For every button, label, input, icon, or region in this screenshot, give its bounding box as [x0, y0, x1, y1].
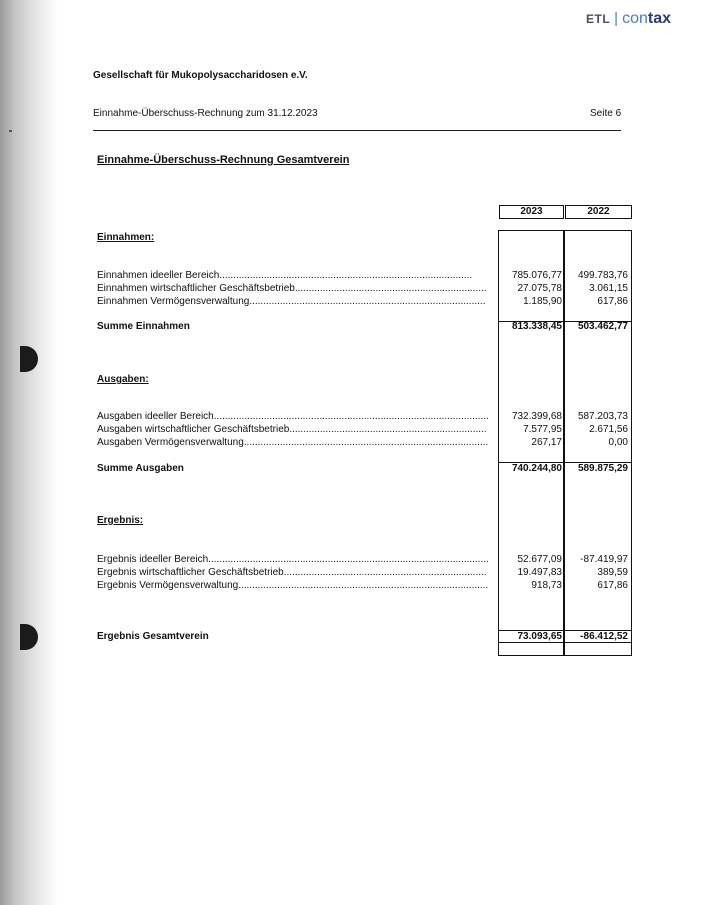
table-row — [97, 283, 630, 295]
row-label: Ausgaben Vermögensverwaltung........................................................................................ — [97, 437, 489, 448]
row-label: Ergebnis Vermögensverwaltung.......................................................................................... — [97, 580, 489, 591]
value-2022: -86.412,52 — [580, 631, 628, 642]
table-row — [97, 580, 630, 592]
sum-row-einnahmen — [97, 321, 630, 333]
sum-row-ausgaben — [97, 463, 630, 475]
value-2022: 499.783,76 — [577, 270, 628, 281]
column-header-2022: 2022 — [565, 205, 632, 219]
scan-shadow — [0, 0, 58, 905]
value-2023: 73.093,65 — [517, 631, 562, 642]
row-label: Summe Einnahmen — [97, 321, 190, 332]
value-2023: 52.677,09 — [517, 554, 562, 565]
value-2022: 3.061,15 — [589, 283, 628, 294]
row-label: Ausgaben wirtschaftlicher Geschäftsbetrieb....................................................................... — [97, 424, 487, 435]
value-2023: 732.399,68 — [511, 411, 562, 422]
row-label: Summe Ausgaben — [97, 463, 184, 474]
value-2022: 587.203,73 — [577, 411, 628, 422]
row-label: Ergebnis ideeller Bereich..................................................................................................... — [97, 554, 489, 565]
etl-contax-logo — [586, 10, 671, 28]
row-label: Einnahmen ideeller Bereich........................................................................................... — [97, 270, 473, 281]
table-row — [97, 554, 630, 566]
row-label: Ergebnis wirtschaftlicher Geschäftsbetrieb......................................................................... — [97, 567, 487, 578]
logo-separator: | — [614, 10, 619, 27]
row-label: Ausgaben ideeller Bereich................................................................................................... — [97, 411, 489, 422]
value-2022: 389,59 — [597, 567, 628, 578]
header-rule — [93, 130, 621, 131]
table-row — [97, 567, 630, 579]
value-2023: 1.185,90 — [523, 296, 562, 307]
value-2023: 267,17 — [531, 437, 562, 448]
value-2022: 617,86 — [597, 296, 628, 307]
value-2022: -87.419,97 — [580, 554, 628, 565]
value-2022: 617,86 — [597, 580, 628, 591]
value-2023: 27.075,78 — [517, 283, 562, 294]
value-2022: 0,00 — [608, 437, 628, 448]
sum-row-ergebnis-gesamtverein — [97, 631, 630, 643]
value-2023: 813.338,45 — [511, 321, 562, 332]
section-heading-einnahmen: Einnahmen: — [97, 232, 155, 243]
value-2023: 7.577,95 — [523, 424, 562, 435]
report-subtitle: Einnahme-Überschuss-Rechnung zum 31.12.2023 — [93, 108, 318, 119]
value-2022: 589.875,29 — [577, 463, 628, 474]
value-2023: 19.497,83 — [517, 567, 562, 578]
table-row — [97, 411, 630, 423]
report-title: Einnahme-Überschuss-Rechnung Gesamtverein — [97, 154, 350, 166]
logo-tax: tax — [647, 10, 671, 27]
value-2023: 785.076,77 — [511, 270, 562, 281]
value-2022: 503.462,77 — [577, 321, 628, 332]
scan-speck — [9, 130, 12, 132]
column-header-2023: 2023 — [499, 205, 564, 219]
section-heading-ergebnis: Ergebnis: — [97, 515, 144, 526]
table-row — [97, 296, 630, 308]
row-label: Einnahmen wirtschaftlicher Geschäftsbetrieb..................................................................... — [97, 283, 487, 294]
table-row — [97, 270, 630, 282]
row-label: Ergebnis Gesamtverein — [97, 631, 209, 642]
row-label: Einnahmen Vermögensverwaltung..................................................................................... — [97, 296, 486, 307]
table-row — [97, 437, 630, 449]
section-heading-ausgaben: Ausgaben: — [97, 374, 149, 385]
logo-con: con — [622, 10, 648, 27]
page-number: Seite 6 — [590, 108, 622, 119]
organization-name: Gesellschaft für Mukopolysaccharidosen e.V. — [93, 70, 308, 81]
value-2023: 740.244,80 — [511, 463, 562, 474]
value-2022: 2.671,56 — [589, 424, 628, 435]
table-row — [97, 424, 630, 436]
logo-etl: ETL — [586, 12, 611, 26]
value-2023: 918,73 — [531, 580, 562, 591]
